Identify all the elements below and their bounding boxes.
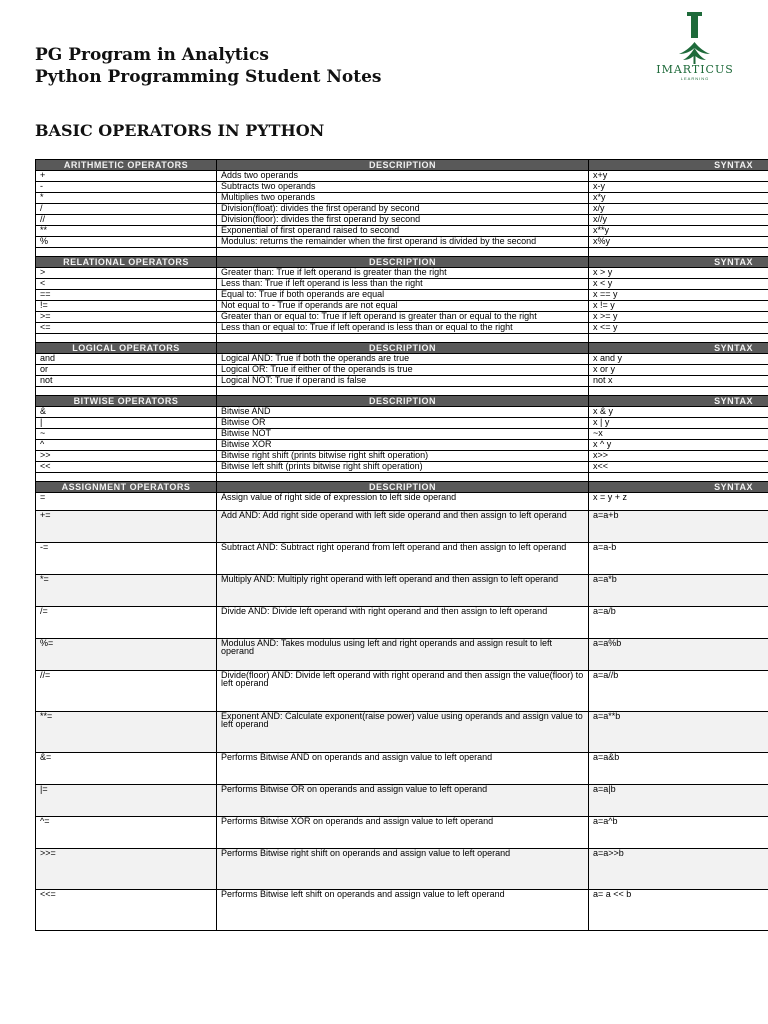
relational-header-row bbox=[36, 257, 768, 268]
table-row bbox=[36, 312, 768, 323]
syntax-cell: a=a%b bbox=[589, 639, 768, 671]
table-row bbox=[36, 171, 768, 182]
description-cell: Less than: True if left operand is less than the right bbox=[217, 279, 589, 290]
syntax-cell: a=a-b bbox=[589, 543, 768, 575]
table-row bbox=[36, 451, 768, 462]
operator-cell: //= bbox=[36, 671, 217, 712]
logo-wordmark: IMARTICUS bbox=[656, 63, 734, 76]
operator-cell: and bbox=[36, 354, 217, 365]
column-header-syntax: SYNTAX bbox=[589, 257, 768, 268]
operator-cell: *= bbox=[36, 575, 217, 607]
syntax-cell: a=a^b bbox=[589, 817, 768, 849]
syntax-cell: x>> bbox=[589, 451, 768, 462]
description-cell: Assign value of right side of expression to left side operand bbox=[217, 493, 589, 511]
table-row bbox=[36, 785, 768, 817]
table-row bbox=[36, 215, 768, 226]
table-row bbox=[36, 279, 768, 290]
operator-cell: < bbox=[36, 279, 217, 290]
description-cell: Performs Bitwise right shift on operands and assign value to left operand bbox=[217, 849, 589, 890]
description-cell: Divide AND: Divide left operand with right operand and then assign to left operand bbox=[217, 607, 589, 639]
table-row bbox=[36, 462, 768, 473]
table-row bbox=[36, 607, 768, 639]
syntax-cell: x**y bbox=[589, 226, 768, 237]
syntax-cell: x >= y bbox=[589, 312, 768, 323]
column-header-syntax: SYNTAX bbox=[589, 482, 768, 493]
operator-cell: % bbox=[36, 237, 217, 248]
operator-cell: |= bbox=[36, 785, 217, 817]
column-header-description: DESCRIPTION bbox=[217, 343, 589, 354]
notes-title: Python Programming Student Notes bbox=[35, 67, 382, 87]
column-header-description: DESCRIPTION bbox=[217, 396, 589, 407]
syntax-cell: x <= y bbox=[589, 323, 768, 334]
table-row bbox=[36, 849, 768, 890]
spacer-row bbox=[36, 387, 768, 396]
assignment-header-row bbox=[36, 482, 768, 493]
column-header-operators: ASSIGNMENT OPERATORS bbox=[36, 482, 217, 493]
column-header-syntax: SYNTAX bbox=[589, 396, 768, 407]
operator-cell: >>= bbox=[36, 849, 217, 890]
document-header bbox=[35, 44, 381, 88]
operator-cell: -= bbox=[36, 543, 217, 575]
syntax-cell: x | y bbox=[589, 418, 768, 429]
description-cell: Exponent AND: Calculate exponent(raise power) value using operands and assign value to left operand bbox=[217, 712, 589, 753]
table-row bbox=[36, 237, 768, 248]
syntax-cell: x/y bbox=[589, 204, 768, 215]
syntax-cell: a=a&b bbox=[589, 753, 768, 785]
table-row bbox=[36, 182, 768, 193]
operator-cell: // bbox=[36, 215, 217, 226]
description-cell: Performs Bitwise AND on operands and assign value to left operand bbox=[217, 753, 589, 785]
description-cell: Greater than: True if left operand is greater than the right bbox=[217, 268, 589, 279]
syntax-cell: a=a**b bbox=[589, 712, 768, 753]
description-cell: Multiply AND: Multiply right operand with left operand and then assign to left operand bbox=[217, 575, 589, 607]
operator-cell: ** bbox=[36, 226, 217, 237]
operator-cell: != bbox=[36, 301, 217, 312]
table-row bbox=[36, 268, 768, 279]
operator-cell: += bbox=[36, 511, 217, 543]
description-cell: Bitwise NOT bbox=[217, 429, 589, 440]
description-cell: Bitwise left shift (prints bitwise right shift operation) bbox=[217, 462, 589, 473]
syntax-cell: x < y bbox=[589, 279, 768, 290]
operator-cell: or bbox=[36, 365, 217, 376]
table-row bbox=[36, 365, 768, 376]
description-cell: Subtract AND: Subtract right operand from left operand and then assign to left operand bbox=[217, 543, 589, 575]
column-header-operators: LOGICAL OPERATORS bbox=[36, 343, 217, 354]
description-cell: Division(floor): divides the first operand by second bbox=[217, 215, 589, 226]
description-cell: Exponential of first operand raised to second bbox=[217, 226, 589, 237]
description-cell: Modulus AND: Takes modulus using left and right operands and assign result to left operand bbox=[217, 639, 589, 671]
syntax-cell: x != y bbox=[589, 301, 768, 312]
syntax-cell: x+y bbox=[589, 171, 768, 182]
description-cell: Performs Bitwise left shift on operands and assign value to left operand bbox=[217, 890, 589, 931]
section-title: BASIC OPERATORS IN PYTHON bbox=[35, 121, 325, 140]
table-row bbox=[36, 543, 768, 575]
spacer-row bbox=[36, 473, 768, 482]
syntax-cell: a=a>>b bbox=[589, 849, 768, 890]
table-row bbox=[36, 817, 768, 849]
bitwise-header-row bbox=[36, 396, 768, 407]
logo-mark-icon bbox=[675, 12, 715, 64]
syntax-cell: ~x bbox=[589, 429, 768, 440]
logo-subtext: LEARNING bbox=[680, 76, 710, 81]
syntax-cell: x > y bbox=[589, 268, 768, 279]
syntax-cell: x = y + z bbox=[589, 493, 768, 511]
syntax-cell: x<< bbox=[589, 462, 768, 473]
description-cell: Bitwise XOR bbox=[217, 440, 589, 451]
syntax-cell: x//y bbox=[589, 215, 768, 226]
description-cell: Performs Bitwise XOR on operands and assign value to left operand bbox=[217, 817, 589, 849]
description-cell: Performs Bitwise OR on operands and assign value to left operand bbox=[217, 785, 589, 817]
operator-cell: / bbox=[36, 204, 217, 215]
operator-cell: ~ bbox=[36, 429, 217, 440]
column-header-description: DESCRIPTION bbox=[217, 257, 589, 268]
operator-cell: = bbox=[36, 493, 217, 511]
description-cell: Divide(floor) AND: Divide left operand with right operand and then assign the value(floor) to left operand bbox=[217, 671, 589, 712]
operator-cell: == bbox=[36, 290, 217, 301]
operator-cell: ^ bbox=[36, 440, 217, 451]
operator-cell: /= bbox=[36, 607, 217, 639]
table-row bbox=[36, 226, 768, 237]
operator-cell: **= bbox=[36, 712, 217, 753]
column-header-description: DESCRIPTION bbox=[217, 160, 589, 171]
operator-cell: <<= bbox=[36, 890, 217, 931]
operators-table bbox=[35, 159, 768, 931]
imarticus-logo bbox=[650, 12, 740, 90]
operator-cell: %= bbox=[36, 639, 217, 671]
table-row bbox=[36, 890, 768, 931]
program-title: PG Program in Analytics bbox=[35, 45, 269, 65]
logical-header-row bbox=[36, 343, 768, 354]
description-cell: Logical OR: True if either of the operands is true bbox=[217, 365, 589, 376]
column-header-description: DESCRIPTION bbox=[217, 482, 589, 493]
description-cell: Add AND: Add right side operand with left side operand and then assign to left operand bbox=[217, 511, 589, 543]
syntax-cell: a=a|b bbox=[589, 785, 768, 817]
operator-cell: <= bbox=[36, 323, 217, 334]
operator-cell: << bbox=[36, 462, 217, 473]
syntax-cell: a= a << b bbox=[589, 890, 768, 931]
syntax-cell: x%y bbox=[589, 237, 768, 248]
operator-cell: >> bbox=[36, 451, 217, 462]
operator-cell: ^= bbox=[36, 817, 217, 849]
operator-cell: * bbox=[36, 193, 217, 204]
table-row bbox=[36, 407, 768, 418]
syntax-cell: x & y bbox=[589, 407, 768, 418]
table-row bbox=[36, 753, 768, 785]
syntax-cell: x == y bbox=[589, 290, 768, 301]
column-header-operators: RELATIONAL OPERATORS bbox=[36, 257, 217, 268]
description-cell: Equal to: True if both operands are equal bbox=[217, 290, 589, 301]
arithmetic-header-row bbox=[36, 160, 768, 171]
description-cell: Not equal to - True if operands are not equal bbox=[217, 301, 589, 312]
description-cell: Modulus: returns the remainder when the first operand is divided by the second bbox=[217, 237, 589, 248]
table-row bbox=[36, 323, 768, 334]
table-row bbox=[36, 493, 768, 511]
description-cell: Bitwise OR bbox=[217, 418, 589, 429]
spacer-row bbox=[36, 248, 768, 257]
table-row bbox=[36, 354, 768, 365]
syntax-cell: a=a+b bbox=[589, 511, 768, 543]
description-cell: Less than or equal to: True if left operand is less than or equal to the right bbox=[217, 323, 589, 334]
operator-cell: - bbox=[36, 182, 217, 193]
table-row bbox=[36, 376, 768, 387]
column-header-operators: ARITHMETIC OPERATORS bbox=[36, 160, 217, 171]
table-row bbox=[36, 193, 768, 204]
operator-cell: & bbox=[36, 407, 217, 418]
description-cell: Greater than or equal to: True if left operand is greater than or equal to the right bbox=[217, 312, 589, 323]
operator-cell: > bbox=[36, 268, 217, 279]
table-row bbox=[36, 712, 768, 753]
syntax-cell: a=a*b bbox=[589, 575, 768, 607]
table-row bbox=[36, 301, 768, 312]
syntax-cell: x ^ y bbox=[589, 440, 768, 451]
syntax-cell: x-y bbox=[589, 182, 768, 193]
syntax-cell: a=a//b bbox=[589, 671, 768, 712]
table-row bbox=[36, 440, 768, 451]
column-header-syntax: SYNTAX bbox=[589, 160, 768, 171]
table-row bbox=[36, 290, 768, 301]
description-cell: Logical NOT: True if operand is false bbox=[217, 376, 589, 387]
table-row bbox=[36, 639, 768, 671]
column-header-syntax: SYNTAX bbox=[589, 343, 768, 354]
table-row bbox=[36, 671, 768, 712]
column-header-operators: BITWISE OPERATORS bbox=[36, 396, 217, 407]
operator-cell: >= bbox=[36, 312, 217, 323]
syntax-cell: x or y bbox=[589, 365, 768, 376]
description-cell: Division(float): divides the first operand by second bbox=[217, 204, 589, 215]
operator-cell: + bbox=[36, 171, 217, 182]
operator-cell: &= bbox=[36, 753, 217, 785]
syntax-cell: x and y bbox=[589, 354, 768, 365]
spacer-row bbox=[36, 334, 768, 343]
description-cell: Bitwise AND bbox=[217, 407, 589, 418]
table-row bbox=[36, 429, 768, 440]
syntax-cell: a=a/b bbox=[589, 607, 768, 639]
description-cell: Subtracts two operands bbox=[217, 182, 589, 193]
description-cell: Multiplies two operands bbox=[217, 193, 589, 204]
operator-cell: | bbox=[36, 418, 217, 429]
table-row bbox=[36, 575, 768, 607]
syntax-cell: not x bbox=[589, 376, 768, 387]
description-cell: Bitwise right shift (prints bitwise right shift operation) bbox=[217, 451, 589, 462]
syntax-cell: x*y bbox=[589, 193, 768, 204]
operator-cell: not bbox=[36, 376, 217, 387]
description-cell: Adds two operands bbox=[217, 171, 589, 182]
description-cell: Logical AND: True if both the operands are true bbox=[217, 354, 589, 365]
table-row bbox=[36, 418, 768, 429]
table-row bbox=[36, 204, 768, 215]
table-row bbox=[36, 511, 768, 543]
